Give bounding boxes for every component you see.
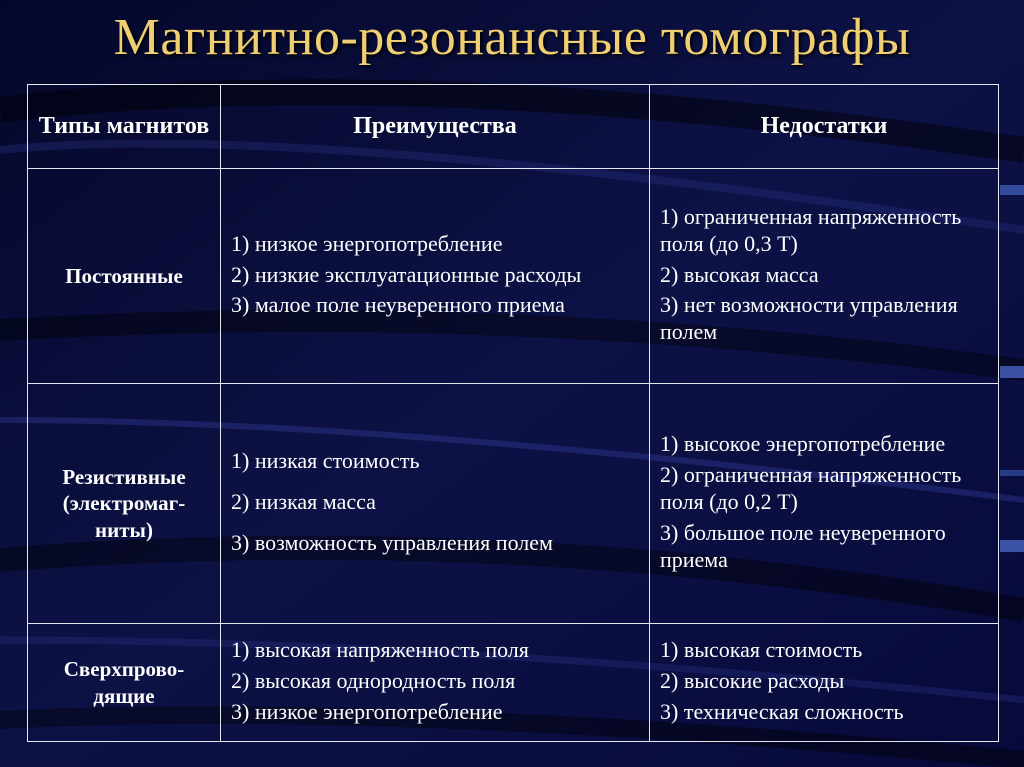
list-item: 2) ограниченная напряженность поля (до 0,2 Т) [660, 462, 962, 515]
list-item: 2) высокая масса [660, 261, 819, 287]
list-item: 1) высокая напряженность поля [231, 637, 529, 663]
list-item: 1) низкое энергопотребление [231, 230, 503, 256]
list-item: 3) нет возможности управления полем [660, 292, 958, 345]
list-item: 3) низкое энергопотребление [231, 698, 503, 724]
list-item: 3) большое поле неуверенного приема [660, 519, 946, 572]
list-item: 3) малое поле неуверенного приема [231, 292, 565, 318]
table-row [28, 169, 999, 384]
list-item: 1) высокое энергопотребление [660, 431, 946, 457]
disadvantages-cell [650, 384, 999, 624]
slide-title: Магнитно-резонансные томографы [113, 9, 911, 66]
mri-comparison-table [27, 84, 999, 742]
header-magnet-types: Типы магнитов [28, 85, 221, 169]
advantages-cell [221, 384, 650, 624]
magnet-type-cell: Сверхпрово-дящие [28, 624, 221, 742]
header-disadvantages: Недостатки [650, 85, 999, 169]
disadvantages-cell [650, 169, 999, 384]
list-item: 3) возможность управления полем [231, 529, 553, 555]
table-header-row [28, 85, 999, 169]
list-item: 2) низкая масса [231, 489, 376, 515]
table-row [28, 624, 999, 742]
disadvantages-cell [650, 624, 999, 742]
list-item: 2) высокие расходы [660, 668, 845, 694]
header-advantages: Преимущества [221, 85, 650, 169]
advantages-cell [221, 624, 650, 742]
list-item: 1) низкая стоимость [231, 448, 420, 474]
list-item: 1) ограниченная напряженность поля (до 0,3 Т) [660, 203, 962, 256]
list-item: 2) низкие эксплуатационные расходы [231, 261, 582, 287]
table-row [28, 384, 999, 624]
advantages-cell [221, 169, 650, 384]
list-item: 2) высокая однородность поля [231, 668, 516, 694]
list-item: 1) высокая стоимость [660, 637, 863, 663]
list-item: 3) техническая сложность [660, 698, 904, 724]
magnet-type-cell: Постоянные [28, 169, 221, 384]
magnet-type-cell: Резистивные (электромаг-ниты) [28, 384, 221, 624]
